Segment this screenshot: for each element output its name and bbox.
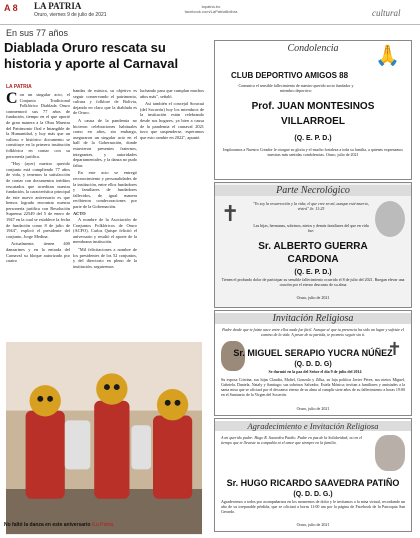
cross-icon: ✝: [221, 201, 240, 226]
subheading: ACTO: [73, 211, 86, 217]
thanks-invitation: [214, 418, 412, 532]
bible-quote: "Yo soy la resurrección y la vida; el que cree en mí, aunque esté muerto, vivirá" Jn. 11:25: [253, 201, 369, 211]
article-column-3: [140, 88, 204, 140]
website-link[interactable]: lapatria.bo: [201, 4, 221, 9]
notice-line: Se durmió en la paz del Señor el día 9 de julio del 2014: [268, 369, 362, 374]
web-links: [176, 4, 246, 14]
paragraph: on un singular acto, el Conjunto Tradicional Folklórico Diablada Oruro conmemoró sus 77 años de fundación, tiempo en el que aportó de gran manera a la Obra Maestra del Patrimonio Oral e Intangible de la Humanidad, y hoy más que un valioso e histórico documento se constituye en la primera institución folklórica en contar con su personería jurídica.: [6, 92, 70, 159]
paragraph: bandas de música, su objetivo es seguir conservando el patrimonio, cultura y folklore de Bolivia, dejando en claro que la diablada es de Oruro.: [73, 88, 137, 116]
notice-title: Agradecimiento e Invitación Religiosa: [215, 421, 411, 431]
obituary-column: [214, 26, 420, 534]
article-byline: LA PATRIA: [6, 84, 32, 90]
paragraph: Actualmente, tienen 400 danzarines y en la entrada del Carnaval su bloque autorizado por cuatro: [6, 241, 70, 264]
notice-title: Invitación Religiosa: [215, 313, 411, 324]
drop-cap: C: [6, 90, 18, 107]
page-number: A 8: [4, 3, 18, 13]
page-header: [0, 0, 420, 25]
condolence-notice: [214, 40, 412, 180]
paragraph: A causa de la pandemia no hicieron celebraciones habituales como en años, sin embargo, aseguraron un singular acto en el hall de la Gobernación, donde estuvieron presentes fraternos, integrantes, y autoridades departamentales, y la danza no pudo faltar.: [73, 117, 137, 168]
necrology-notice: [214, 182, 412, 308]
club-name: CLUB DEPORTIVO AMIGOS 88: [231, 71, 349, 80]
rip-label: (Q. D. D. G): [294, 361, 332, 368]
praying-hands-icon: 🙏: [375, 45, 400, 67]
rip-label: (Q. D. D. G.): [293, 491, 333, 498]
paragraph: Así también el concejal Soracuá (del Socavón) hoy los miembros de la institución están celebrando desde sus hogares, ya bien a causa de la pandemia el carnaval 2021 tuvo que suspenderse, esperamos que esto cambie en 2022", apuntó.: [140, 101, 204, 140]
religious-invitation: [214, 310, 412, 416]
notice-intro: Padre desde que te fuiste nace entre ellos nada fue fácil. Aunque sé que tu presencia ha sido un lugar y sufriste el camino de la vida. A pesar de tu partida, te prometo seguir sin ti.: [222, 327, 404, 337]
rip-label: (Q. E. P. D.): [294, 135, 332, 142]
cross-icon: ✝: [387, 339, 403, 359]
paragraph: luchando para que cumplan muchos años más", señaló.: [140, 88, 204, 99]
article-headline: Diablada Oruro rescata su historia y aporte al Carnaval: [4, 40, 179, 71]
notice-body: Su esposa Cristina, sus hijas Claudia, Maltel, Gonzalo y Zilka, su hija política Javier Pérez, sus nietos Miguel, Gabriela, Daniela, Nataly y Santiago; sus sobrinos Salvador, Estela Mónica; invitan a familiares y amistades a la santa misa que se oficiará por el descanso eterno de su alma al cumplir siete años de su fallecimiento a horas 19:00 en el Santuario de la Virgen del Socavón.: [221, 377, 405, 397]
notice-line: Las hijas, hermanas, sobrinos, nietos y demás familiares del que en vida fue:: [253, 223, 369, 233]
article-column-1: [6, 92, 70, 264]
notice-body: Tienen el profundo dolor de participar su sensible fallecimiento ocurrido el 8 de julio del 2021. Ruegan elevar una oración por el eterno descanso de su alma: [221, 277, 405, 287]
notice-line: Comunica el sensible fallecimiento de nuestro querido socio fundador y miembro deportivo:: [238, 83, 354, 93]
paragraph: A nombre de la Asociación de Conjuntos Folklóricos de Oruro (ACFO), Carlos Quispe felicitó el aniversario y resaltó el aporte de la membrana institución.: [73, 217, 137, 245]
notice-title: Condolencia: [287, 43, 339, 54]
notice-date: Oruro, julio de 2021: [296, 406, 330, 411]
deceased-name-1: Sr. ALBERTO GUERRA: [258, 241, 368, 252]
dancers-photo: [4, 342, 204, 538]
newspaper-logo: LA PATRIA: [34, 1, 82, 11]
portrait-photo: [375, 435, 405, 471]
issue-date: Oruro, viernes 9 de julio de 2021: [34, 12, 107, 18]
facebook-link[interactable]: facebook.com/LaPatriaBolivia: [184, 9, 238, 14]
caption-credit: /La Patria: [91, 522, 114, 528]
caption-text: No faltó la danza en este aniversario: [4, 522, 91, 528]
notice-intro: A mi querido padre: Hugo R. Saavedra Patiño. Padre en paz de la Solidaridad; no en el tiempo que te llevaste tu compañía ni el amor que siempre en la familia.: [221, 435, 363, 445]
deceased-name: Sr. MIGUEL SERAPIO YUCRA NÚÑEZ: [233, 348, 393, 358]
notice-date: Oruro, julio de 2021: [296, 522, 330, 527]
section-name: cultural: [372, 8, 401, 18]
notice-body: Agradecemos a todos por acompañarnos en los momentos de dolor y le invitamos a la misa virtual, recordando un año de su irreparable pérdida, que se oficiará a horas 11:00 am por la página de Facebook de la Parroquia San Gerardo.: [221, 499, 405, 514]
photo-caption: [4, 522, 113, 528]
article-column-2: [73, 88, 137, 269]
deceased-name-2: VILLARROEL: [281, 116, 345, 127]
deceased-name-1: Prof. JUAN MONTESINOS: [251, 101, 375, 112]
deceased-name-2: CARDONA: [287, 254, 339, 265]
paragraph: "Mil felicitaciones a nombre de los presidentes de los 52 conjuntos, y del directorio en pleno de la institución, seguiremos: [73, 247, 137, 269]
notice-body: Imploramos a Nuestro Creador le otorgue su gloria y el mucho fortaleza a toda su familia, a quienes expresamos nuestras más sentidas condolencias. Oruro, julio de 2021: [223, 147, 403, 157]
rip-label: (Q. E. P. D.): [294, 269, 332, 276]
paragraph: "Hoy (ayer) nuestro querido conjunto está cumpliendo 77 años de vida, y tenemos la satisfacción de contar con documentos inéditos rescatados que acreditan nuestra fundación, la característica principal de este nuevo aniversario es que hemos logrado encontrar nuestra personería jurídica con Resolución Suprema 22549 del 5 de enero de 1947 en la cual se establece la fecha de fundación como 8 de julio de 1944", explicó el presidente del conjunto, Jorge Medina.: [6, 161, 70, 239]
article-kicker: En sus 77 años: [6, 28, 69, 38]
notice-date: Oruro, julio de 2021: [296, 295, 330, 300]
notice-title: Parte Necrológico: [215, 185, 411, 196]
portrait-photo: [375, 201, 405, 237]
paragraph: En este acto se entregó reconocimiento y personalidades de la institución, entre ellos fundadores y familiares de fundadores fallecidos, de igual manera recibieron condecoraciones por parte de la Gobernación.: [73, 170, 137, 209]
deceased-name: Sr. HUGO RICARDO SAAVEDRA PATIÑO: [226, 478, 400, 488]
